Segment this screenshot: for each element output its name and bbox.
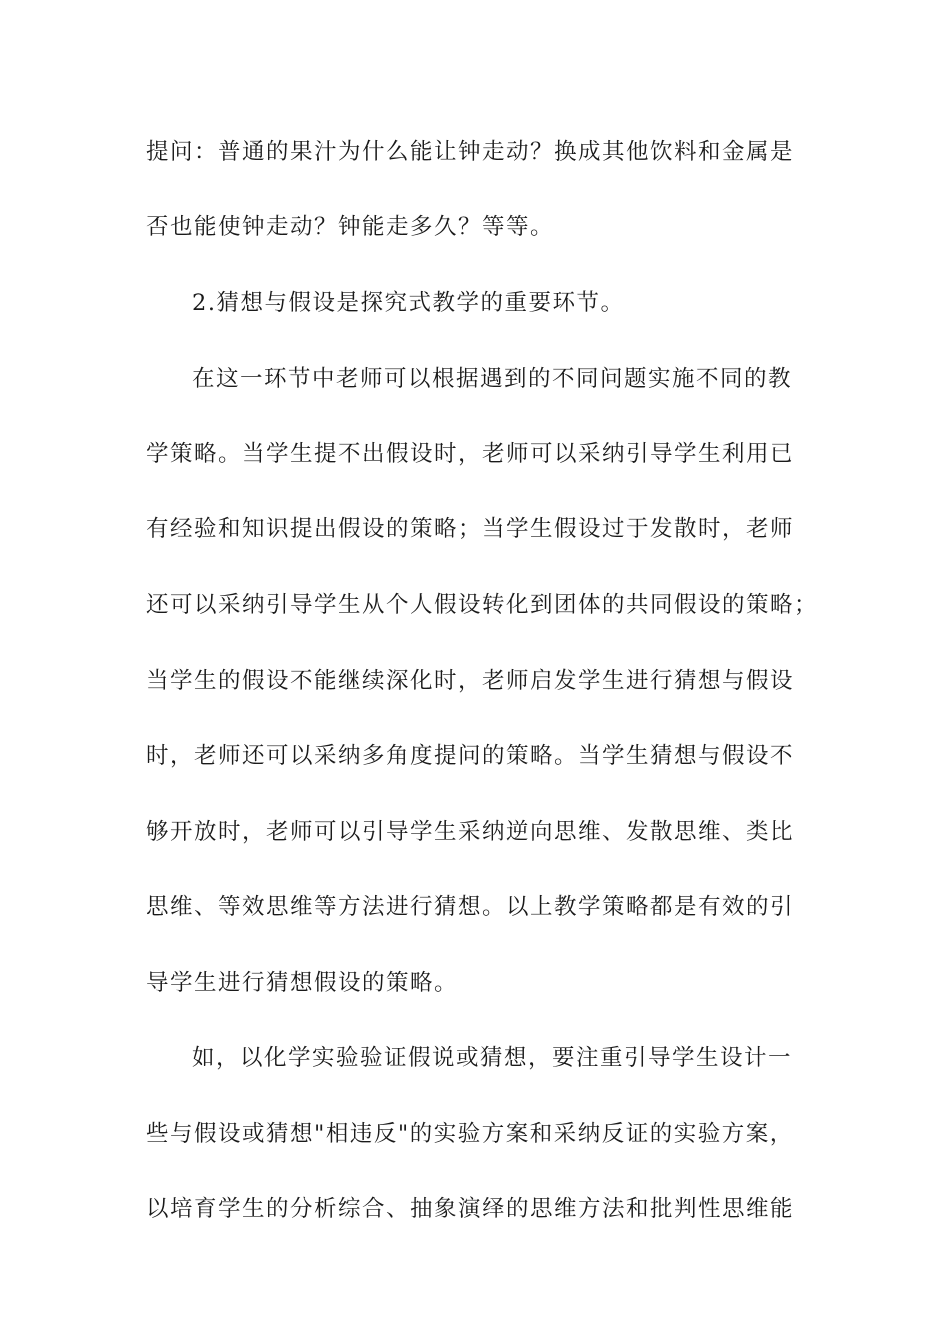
text-line: 在这一环节中老师可以根据遇到的不同问题实施不同的教 <box>192 366 793 392</box>
text-line: 有经验和知识提出假设的策略；当学生假设过于发散时，老师 <box>146 516 795 542</box>
text-line: 时，老师还可以采纳多角度提问的策略。当学生猜想与假设不 <box>146 743 795 769</box>
text-line: 还可以采纳引导学生从个人假设转化到团体的共同假设的策略； <box>146 592 819 618</box>
text-line: 如，以化学实验验证假说或猜想，要注重引导学生设计一 <box>192 1045 793 1071</box>
text-line: 思维、等效思维等方法进行猜想。以上教学策略都是有效的引 <box>146 894 795 920</box>
text-line: 提问：普通的果汁为什么能让钟走动？换成其他饮料和金属是 <box>146 139 795 165</box>
text-line: 当学生的假设不能继续深化时，老师启发学生进行猜想与假设 <box>146 668 795 694</box>
text-line: 导学生进行猜想假设的策略。 <box>146 970 459 996</box>
text-line: 以培育学生的分析综合、抽象演绎的思维方法和批判性思维能 <box>146 1196 795 1222</box>
text-line: 些与假设或猜想"相违反"的实验方案和采纳反证的实验方案， <box>146 1121 794 1147</box>
text-line: 学策略。当学生提不出假设时，老师可以采纳引导学生利用已 <box>146 441 795 467</box>
section-heading: 2.猜想与假设是探究式教学的重要环节。 <box>192 290 625 316</box>
text-line: 够开放时，老师可以引导学生采纳逆向思维、发散思维、类比 <box>146 819 795 845</box>
text-line: 否也能使钟走动？钟能走多久？等等。 <box>146 214 555 240</box>
